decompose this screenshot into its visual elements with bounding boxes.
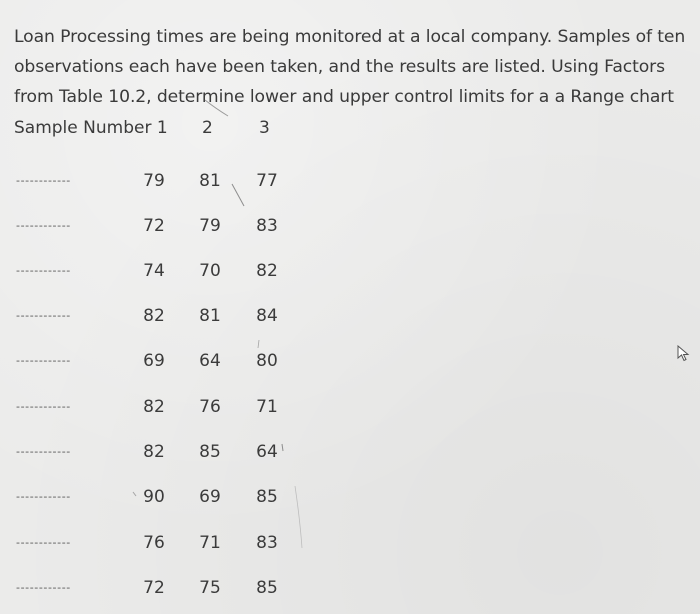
cell-sample-1: 72 — [143, 578, 165, 598]
cell-sample-3: 80 — [256, 351, 278, 371]
pencil-stroke — [258, 340, 259, 348]
row-marker: ------------ — [16, 400, 71, 413]
row-marker: ------------ — [16, 536, 71, 549]
cell-sample-2: 85 — [199, 442, 221, 462]
table-row — [0, 395, 320, 419]
cell-sample-2: 81 — [199, 306, 221, 326]
table-row — [0, 440, 320, 464]
table-row — [0, 214, 320, 238]
cell-sample-1: 74 — [143, 261, 165, 281]
cell-sample-1: 82 — [143, 442, 165, 462]
cell-sample-2: 81 — [199, 171, 221, 191]
table-row — [0, 259, 320, 283]
table-row — [0, 304, 320, 328]
cell-sample-1: 76 — [143, 533, 165, 553]
row-marker: ------------ — [16, 174, 71, 187]
cell-sample-3: 64 — [256, 442, 278, 462]
row-marker: ------------ — [16, 219, 71, 232]
cell-sample-1: 82 — [143, 306, 165, 326]
cell-sample-1: 90 — [143, 487, 165, 507]
cell-sample-3: 85 — [256, 578, 278, 598]
row-marker: ------------ — [16, 581, 71, 594]
cell-sample-3: 71 — [256, 397, 278, 417]
cell-sample-3: 83 — [256, 216, 278, 236]
cell-sample-3: 82 — [256, 261, 278, 281]
row-marker: ------------ — [16, 309, 71, 322]
cell-sample-3: 85 — [256, 487, 278, 507]
cell-sample-2: 64 — [199, 351, 221, 371]
row-marker: ------------ — [16, 354, 71, 367]
cell-sample-2: 69 — [199, 487, 221, 507]
table-row — [0, 576, 320, 600]
cell-sample-2: 76 — [199, 397, 221, 417]
table-header — [14, 118, 314, 148]
table-row — [0, 169, 320, 193]
cell-sample-2: 70 — [199, 261, 221, 281]
cell-sample-3: 84 — [256, 306, 278, 326]
cell-sample-1: 82 — [143, 397, 165, 417]
cell-sample-3: 83 — [256, 533, 278, 553]
mouse-pointer-icon — [677, 345, 693, 363]
cell-sample-3: 77 — [256, 171, 278, 191]
problem-statement: Loan Processing times are being monitored at a local company. Samples of ten observations each have been taken, and the results are listed. Using Factors from Table 10.2, determine lower and upper control limits for a a Range chart — [14, 27, 686, 107]
table-row — [0, 531, 320, 555]
header-column-2: 2 — [202, 118, 213, 138]
cell-sample-1: 72 — [143, 216, 165, 236]
row-marker: ------------ — [16, 445, 71, 458]
cell-sample-2: 71 — [199, 533, 221, 553]
table-row — [0, 349, 320, 373]
cell-sample-2: 79 — [199, 216, 221, 236]
header-column-3: 3 — [259, 118, 270, 138]
row-marker: ------------ — [16, 264, 71, 277]
cell-sample-2: 75 — [199, 578, 221, 598]
cell-sample-1: 79 — [143, 171, 165, 191]
header-sample-number: Sample Number 1 — [14, 118, 168, 138]
row-marker: ------------ — [16, 490, 71, 503]
cell-sample-1: 69 — [143, 351, 165, 371]
table-row — [0, 485, 320, 509]
